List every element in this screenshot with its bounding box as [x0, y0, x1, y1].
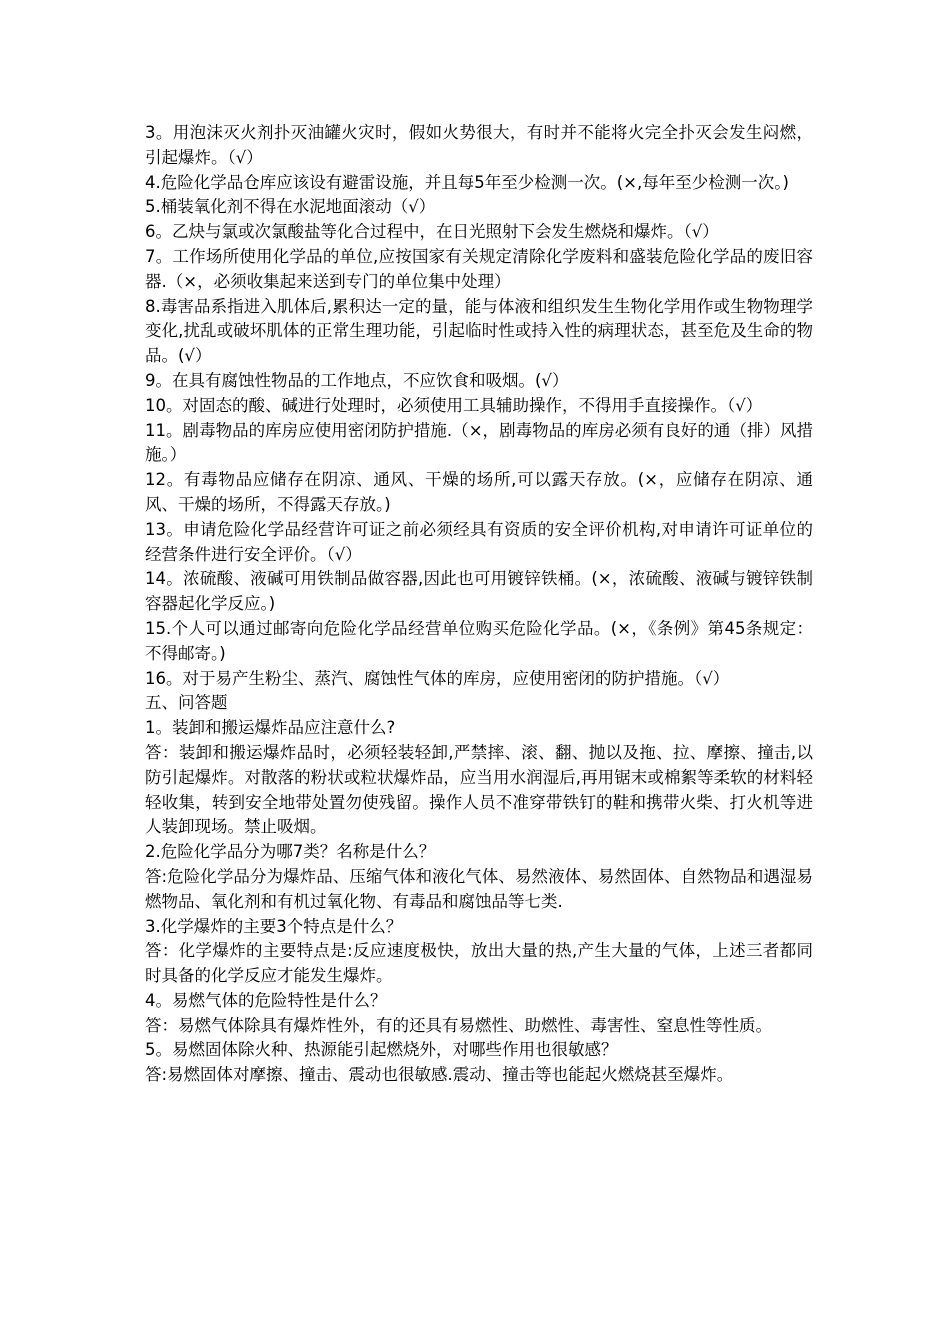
- paragraph-tf-6: 6。乙炔与氯或次氯酸盐等化合过程中，在日光照射下会发生燃烧和爆炸。（√）: [145, 222, 719, 242]
- question-2: 2.危险化学品分为哪7类？名称是什么？: [145, 842, 436, 862]
- answer-1: 答：装卸和搬运爆炸品时，必须轻装轻卸,严禁摔、滚、翻、抛以及拖、拉、摩擦、撞击,以防引起爆炸。对散落的粉状或粒状爆炸品，应当用水润湿后,再用锯末或棉絮等柔软的材料轻轻收集，转到安全地带处置勿使残留。操作人员不准穿带铁钉的鞋和携带火柴、打火机等进人装卸现场。禁止吸烟。: [145, 742, 813, 837]
- answer-4: 答：易燃气体除具有爆炸性外，有的还具有易燃性、助燃性、毒害性、窒息性等性质。: [145, 1015, 772, 1035]
- question-5: 5。易燃固体除火种、热源能引起燃烧外，对哪些作用也很敏感？: [145, 1040, 618, 1060]
- document-page: [145, 121, 813, 1088]
- paragraph-tf-12: 12。有毒物品应储存在阴凉、通风、干燥的场所,可以露天存放。(×，应储存在阴凉、通风、干燥的场所，不得露天存放。): [145, 470, 813, 514]
- paragraph-tf-5: 5.桶装氧化剂不得在水泥地面滚动（√）: [145, 197, 436, 217]
- paragraph-tf-13: 13。申请危险化学品经营许可证之前必须经具有资质的安全评价机构,对申请许可证单位的经营条件进行安全评价。（√）: [145, 519, 813, 564]
- paragraph-tf-3: 3。用泡沫灭火剂扑灭油罐火灾时，假如火势很大，有时并不能将火完全扑灭会发生闷燃，引起爆炸。（√）: [145, 123, 813, 167]
- answer-3: 答：化学爆炸的主要特点是:反应速度极快，放出大量的热,产生大量的气体，上述三者都同时具备的化学反应才能发生爆炸。: [145, 941, 813, 986]
- paragraph-tf-8: 8.毒害品系指进入肌体后,累积达一定的量，能与体液和组织发生生物化学用作或生物物理学变化,扰乱或破坏肌体的正常生理功能，引起临时性或持入性的病理状态，甚至危及生命的物品。(√）: [145, 296, 813, 366]
- question-3: 3.化学爆炸的主要3个特点是什么？: [145, 916, 403, 936]
- paragraph-tf-9: 9。在具有腐蚀性物品的工作地点，不应饮食和吸烟。(√）: [145, 370, 569, 390]
- paragraph-tf-15: 15.个人可以通过邮寄向危险化学品经营单位购买危险化学品。(×，《条例》第45条规定：不得邮寄。): [145, 618, 813, 663]
- answer-2: 答:危险化学品分为爆炸品、压缩气体和液化气体、易然液体、易然固体、自然物品和遇湿易燃物品、氧化剂和有机过氧化物、有毒品和腐蚀品等七类.: [145, 866, 813, 911]
- paragraph-tf-16: 16。对于易产生粉尘、蒸汽、腐蚀性气体的库房，应使用密闭的防护措施。（√）: [145, 668, 730, 688]
- question-4: 4。易燃气体的危险特性是什么？: [145, 990, 387, 1010]
- paragraph-tf-11: 11。剧毒物品的库房应使用密闭防护措施.（×，剧毒物品的库房必须有良好的通（排）风措施。）: [145, 420, 813, 465]
- answer-5: 答:易燃固体对摩擦、撞击、震动也很敏感.震动、撞击等也能起火燃烧甚至爆炸。: [145, 1065, 734, 1085]
- paragraph-tf-14: 14。浓硫酸、液碱可用铁制品做容器,因此也可用镀锌铁桶。(×，浓硫酸、液碱与镀锌铁制容器起化学反应。): [145, 569, 813, 614]
- paragraph-tf-7: 7。工作场所使用化学品的单位,应按国家有关规定清除化学废料和盛装危险化学品的废旧容器.（×，必须收集起来送到专门的单位集中处理）: [145, 246, 813, 291]
- paragraph-tf-4: 4.危险化学品仓库应该设有避雷设施，并且每5年至少检测一次。(×,每年至少检测一次。): [145, 172, 789, 192]
- section-heading-qa: 五、问答题: [145, 693, 228, 713]
- paragraph-tf-10: 10。对固态的酸、碱进行处理时，必须使用工具辅助操作，不得用手直接操作。（√）: [145, 395, 763, 415]
- question-1: 1。装卸和搬运爆炸品应注意什么?: [145, 718, 396, 738]
